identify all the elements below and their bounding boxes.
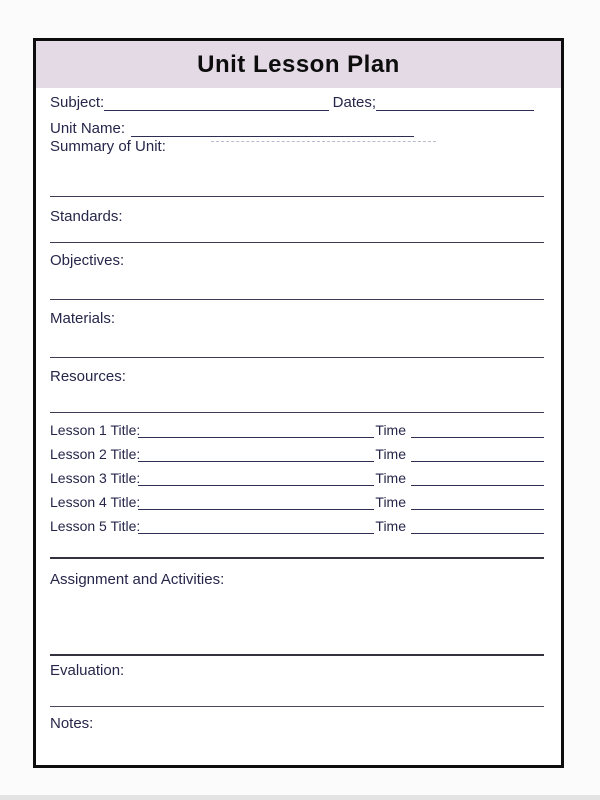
lesson-2-label: Lesson 2 Title: — [50, 446, 141, 462]
evaluation-label: Evaluation: — [50, 662, 125, 679]
lesson-3-time-field[interactable] — [411, 469, 544, 486]
summary-field[interactable] — [50, 156, 544, 194]
standards-label: Standards: — [50, 208, 123, 225]
subject-field[interactable] — [104, 94, 328, 111]
lesson-1-time-label: Time — [375, 422, 406, 438]
page-bottom-strip — [0, 795, 600, 800]
unit-lesson-plan-form — [33, 38, 564, 768]
standards-field[interactable] — [50, 226, 544, 240]
assignment-label: Assignment and Activities: — [50, 571, 225, 588]
materials-label: Materials: — [50, 310, 116, 327]
summary-divider — [50, 196, 544, 197]
materials-divider — [50, 357, 544, 358]
materials-field[interactable] — [50, 329, 544, 354]
lesson-3-time-label: Time — [375, 470, 406, 486]
lesson-3-label: Lesson 3 Title: — [50, 470, 141, 486]
lesson-row-4 — [50, 493, 544, 510]
dates-field[interactable] — [376, 94, 534, 111]
assignment-divider — [50, 654, 544, 656]
lesson-row-5 — [50, 517, 544, 534]
objectives-field[interactable] — [50, 271, 544, 296]
assignment-field[interactable] — [50, 591, 544, 651]
lesson-5-time-field[interactable] — [411, 517, 544, 534]
unit-name-row — [50, 120, 544, 137]
form-title: Unit Lesson Plan — [197, 50, 400, 78]
unit-name-field[interactable] — [131, 120, 414, 137]
objectives-label: Objectives: — [50, 252, 125, 269]
form-header — [36, 41, 561, 88]
lesson-3-title-field[interactable] — [138, 469, 374, 486]
lesson-1-time-field[interactable] — [411, 421, 544, 438]
resources-label: Resources: — [50, 368, 126, 385]
lesson-4-time-label: Time — [375, 494, 406, 510]
lesson-2-time-label: Time — [375, 446, 406, 462]
objectives-divider — [50, 299, 544, 300]
evaluation-divider — [50, 706, 544, 707]
lesson-4-label: Lesson 4 Title: — [50, 494, 141, 510]
subject-label: Subject: — [50, 94, 105, 111]
subject-dates-row — [50, 94, 544, 111]
lesson-1-label: Lesson 1 Title: — [50, 422, 141, 438]
notes-field[interactable] — [50, 734, 544, 760]
resources-field[interactable] — [50, 387, 544, 409]
notes-label: Notes: — [50, 715, 94, 732]
evaluation-field[interactable] — [50, 681, 544, 703]
lesson-1-title-field[interactable] — [138, 421, 374, 438]
lesson-5-label: Lesson 5 Title: — [50, 518, 141, 534]
standards-divider — [50, 242, 544, 243]
lesson-row-1 — [50, 421, 544, 438]
lesson-4-time-field[interactable] — [411, 493, 544, 510]
lesson-5-title-field[interactable] — [138, 517, 374, 534]
dates-label: Dates; — [332, 94, 376, 111]
unit-name-ghost-underline — [211, 141, 436, 142]
lesson-2-title-field[interactable] — [138, 445, 374, 462]
summary-label: Summary of Unit: — [50, 138, 166, 155]
lesson-2-time-field[interactable] — [411, 445, 544, 462]
lesson-4-title-field[interactable] — [138, 493, 374, 510]
lesson-5-time-label: Time — [375, 518, 406, 534]
lesson-row-3 — [50, 469, 544, 486]
lesson-row-2 — [50, 445, 544, 462]
resources-divider — [50, 412, 544, 413]
lessons-section-divider — [50, 557, 544, 559]
unit-name-label: Unit Name: — [50, 120, 126, 137]
